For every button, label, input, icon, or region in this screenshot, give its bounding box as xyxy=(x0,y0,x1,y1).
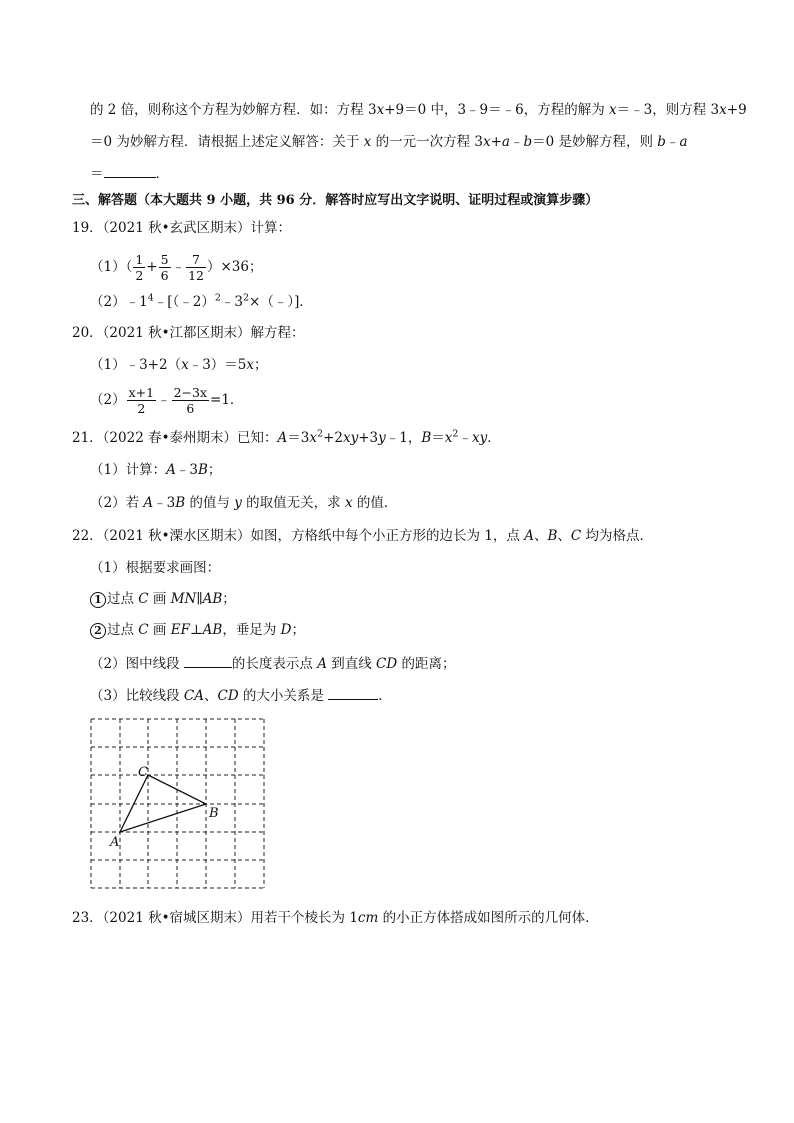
fraction: $\frac{5}{6}$ xyxy=(160,252,169,283)
fraction: $\frac{2-3x}{6}$ xyxy=(173,385,208,416)
circled-number: 1 xyxy=(90,592,106,608)
intro-line-1: 的 2 倍，则称这个方程为妙解方程．如：方程 3x+9＝0 中，3﹣9＝﹣6，方程的解为 x＝﹣3，则方程 3x+9 xyxy=(90,102,747,118)
q23-heading: 23．（2021 秋•宿城区期末）用若干个棱长为 1cm 的小正方体搭成如图所示的几何体． xyxy=(72,910,599,926)
answer-blank[interactable] xyxy=(104,163,156,178)
intro-line-3: ＝ ． xyxy=(90,163,169,184)
q19-part-2: $(2)﹣1^4﹣[(﹣2)^2﹣3^2\times(﹣)]$． xyxy=(90,292,313,310)
q22-item-2: 2 过点 C 画 EF⊥AB，垂足为 D； xyxy=(90,620,305,640)
fraction: $\frac{x+1}{2}$ xyxy=(128,385,155,416)
intro-line-2: ＝0 为妙解方程．请根据上述定义解答：关于 x 的一元一次方程 3x+a﹣b＝0 是妙解方程，则 b﹣a xyxy=(90,134,688,150)
grid-figure xyxy=(88,716,272,892)
q20-part-1: （1）﹣3+2（x﹣3）＝5x； xyxy=(90,357,268,373)
label-b: B xyxy=(209,806,219,821)
circled-number: 2 xyxy=(90,623,106,639)
fraction: $\frac{1}{2}$ xyxy=(135,252,144,283)
fraction: $\frac{7}{12}$ xyxy=(188,252,204,283)
q21-part-2: （2）若 A﹣3B 的值与 y 的取值无关，求 x 的值． xyxy=(90,495,398,511)
q22-part-2: （2）图中线段 的长度表示点 A 到直线 CD 的距离； xyxy=(90,653,455,674)
q22-heading: 22．（2021 秋•溧水区期末）如图，方格纸中每个小正方形的边长为 1，点 A、B、C 均为格点． xyxy=(72,528,654,544)
section-3-heading: 三、解答题（本大题共 9 小题，共 96 分．解答时应写出文字说明、证明过程或演算步骤） xyxy=(72,193,599,208)
q22-part-1: （1）根据要求画图： xyxy=(90,560,221,576)
q22-item-1: 1 过点 C 画 MN∥AB； xyxy=(90,589,236,609)
q20-part-2: （2） $\frac{x+1}{2}$ ﹣ $\frac{2-3x}{6}$ =1． xyxy=(90,385,244,416)
q21-part-1: （1）计算：A﹣3B； xyxy=(90,462,222,478)
answer-blank[interactable] xyxy=(184,653,232,668)
label-c: C xyxy=(138,765,148,780)
q19-heading: 19．（2021 秋•玄武区期末）计算： xyxy=(72,220,292,236)
answer-blank[interactable] xyxy=(328,685,378,700)
q20-heading: 20．（2021 秋•江都区期末）解方程： xyxy=(72,325,305,341)
q19-part-1: （1）（ $\frac{1}{2}$ + $\frac{5}{6}$ ﹣ $\frac{7}{12}$ ）×36； xyxy=(90,252,263,283)
q21-heading: 21．（2022 春•泰州期末）已知：$A=3x^2+2xy+3y﹣1$，$B=x^2﹣xy$． xyxy=(72,428,501,446)
dashed-grid xyxy=(91,719,264,888)
q22-part-3: （3）比较线段 CA、CD 的大小关系是 ． xyxy=(90,685,392,706)
label-a: A xyxy=(110,835,120,850)
